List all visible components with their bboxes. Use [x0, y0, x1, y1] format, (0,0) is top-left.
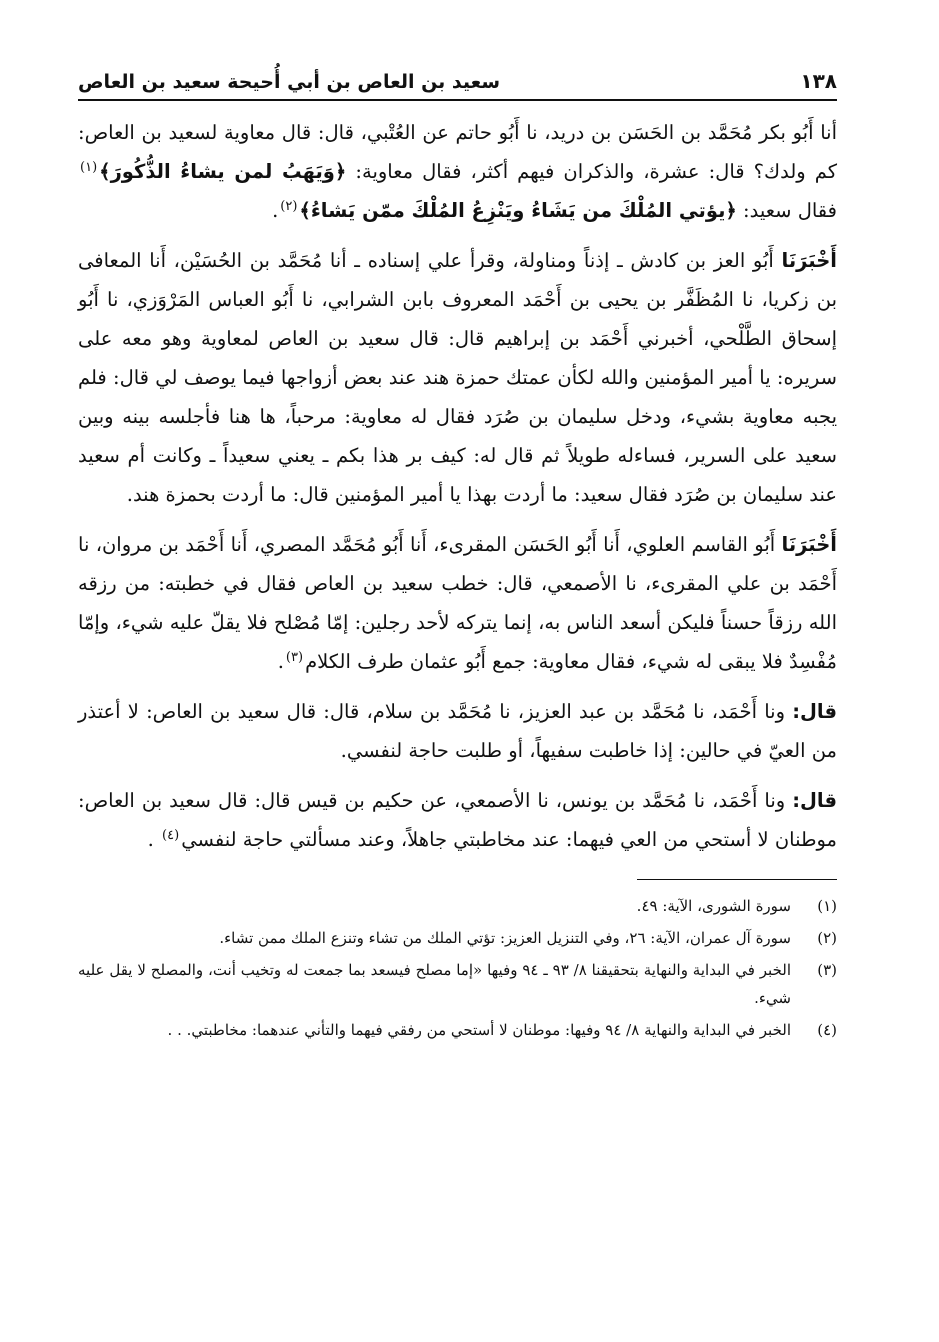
paragraph-text: ونا أَحْمَد، نا مُحَمَّد بن عبد العزيز، نا مُحَمَّد بن سلام، قال: قال سعيد بن العاص: لا أعتذر من العيّ في حالين: إذا خاطبت سفيهاً، أو طلبت حاجة لنفسي. — [78, 700, 837, 762]
footnote-number: (٤) — [817, 1021, 837, 1039]
footnote-item — [78, 1016, 837, 1044]
footnote-rule — [637, 879, 837, 880]
paragraph-lead-word: أَخْبَرَنَا — [781, 533, 837, 556]
footnote-text: الخبر في البداية والنهاية بتحقيقنا ٨/ ٩٣ ـ ٩٤ وفيها «إما مصلح فيسعد بما جمعت له وتخيب أنت، والمصلح لا يقل عليه شيء. — [78, 961, 791, 1007]
quran-verse: ﴿وَيَهَبُ لمن يشاءُ الذُّكُورَ﴾ — [99, 160, 347, 183]
paragraph-1 — [78, 113, 837, 230]
paragraph-3 — [78, 525, 837, 681]
footnote-ref[interactable]: (١) — [80, 159, 98, 175]
paragraph-text: . — [272, 199, 279, 222]
footnote-ref[interactable]: (٣) — [285, 649, 304, 665]
paragraph-text: ونا أَحْمَد، نا مُحَمَّد بن يونس، نا الأصمعي، عن حكيم بن قيس قال: قال سعيد بن العاص: موطنان لا أستحي من العي فيهما: عند مخاطبتي جاهلاً، وعند مسألتي حاجة لنفسي — [78, 789, 837, 851]
book-page — [78, 55, 837, 1048]
paragraph-text: أنا أَبُو بكر مُحَمَّد بن الحَسَن بن دريد، نا أَبُو حاتم عن العُتْبي، قال: قال معاوية لسعيد بن العاص: كم ولدك؟ قال: عشرة، والذكران فيهم أكثر، فقال معاوية: — [78, 121, 837, 183]
paragraph-text: . — [147, 828, 161, 851]
paragraph-2 — [78, 241, 837, 514]
footnotes — [78, 892, 837, 1044]
quran-verse: ﴿يؤتي المُلْكَ من يَشَاءُ ويَنْزِعُ المُلْكَ ممّن يَشاءُ﴾ — [299, 199, 737, 222]
paragraph-5 — [78, 781, 837, 859]
paragraph-text: . — [277, 650, 284, 673]
footnote-item — [78, 924, 837, 952]
footnote-ref[interactable]: (٢) — [280, 198, 298, 214]
paragraph-lead-word: قال: — [792, 789, 837, 812]
paragraph-lead-word: أَخْبَرَنَا — [781, 249, 837, 272]
footnote-item — [78, 956, 837, 1012]
page-number: ١٣٨ — [800, 69, 837, 93]
running-title: سعيد بن العاص بن أبي أُحيحة سعيد بن العاص — [78, 71, 501, 93]
paragraph-lead-word: قال: — [792, 700, 837, 723]
paragraph-text: أَبُو العز بن كادش ـ إذناً ومناولة، وقرأ علي إسناده ـ أنا مُحَمَّد بن الحُسَيْن، أَنا المعافى بن زكريا، نا المُظَفَّر بن يحيى بن أَحْمَد المعروف بابن الشرابي، نا أَبُو العباس المَرْوَزي، نا أَبُو إسحاق الطَّلْحي، أخبرني أَحْمَد بن إبراهيم قال: قال سعيد بن العاص لمعاوية وهو معه على سريره: يا أمير المؤمنين والله لكأن عمتك حمزة هند عند بعض أزواجها فيما يوصف لي قال: فلم يجبه معاوية بشيء، ودخل سليمان بن صُرَد فقال له معاوية: مرحباً، ها هنا فأجلسه بينه وبين سعيد على السرير، فساءله طويلاً ثم قال له: كيف بر هذا بكم ـ يعني سعيداً ـ وكانت أم سعيد عند سليمان بن صُرَد فقال سعيد: ما أردت بهذا يا أمير المؤمنين قال: ما أردت بحمزة هند. — [78, 249, 837, 506]
footnote-number: (١) — [817, 897, 837, 915]
header-rule — [78, 99, 837, 101]
footnote-text: سورة آل عمران، الآية: ٢٦، وفي التنزيل العزيز: تؤتي الملك من تشاء وتنزع الملك ممن تشاء. — [219, 929, 791, 947]
main-text — [78, 113, 837, 859]
footnote-text: سورة الشورى، الآية: ٤٩. — [636, 897, 791, 915]
paragraph-4 — [78, 692, 837, 770]
footnote-number: (٣) — [817, 961, 837, 979]
paragraph-text: أَبُو القاسم العلوي، أَنا أَبُو الحَسَن المقرىء، أَنا أَبُو مُحَمَّد المصري، أَنا أَحْمَد بن مروان، نا أَحْمَد بن علي المقرىء، نا الأصمعي، قال: خطب سعيد بن العاص فقال في خطبته: من رزقه الله رزقاً حسناً فليكن أسعد الناس به، إنما يتركه لأحد رجلين: إمّا مُصْلح فلا يقلّ عليه شيء، وإمّا مُفْسِدٌ فلا يبقى له شيء، فقال معاوية: جمع أَبُو عثمان طرف الكلام — [78, 533, 837, 673]
footnote-item — [78, 892, 837, 920]
footnote-ref[interactable]: (٤) — [162, 827, 180, 843]
footnote-number: (٢) — [817, 929, 837, 947]
paragraph-text: فقال سعيد: — [736, 199, 837, 222]
footnote-text: الخبر في البداية والنهاية ٨/ ٩٤ وفيها: موطنان لا أستحي من رفقي فيهما والتأني عندهما: مخاطبتي. . . — [167, 1021, 791, 1039]
page-header — [78, 55, 837, 93]
